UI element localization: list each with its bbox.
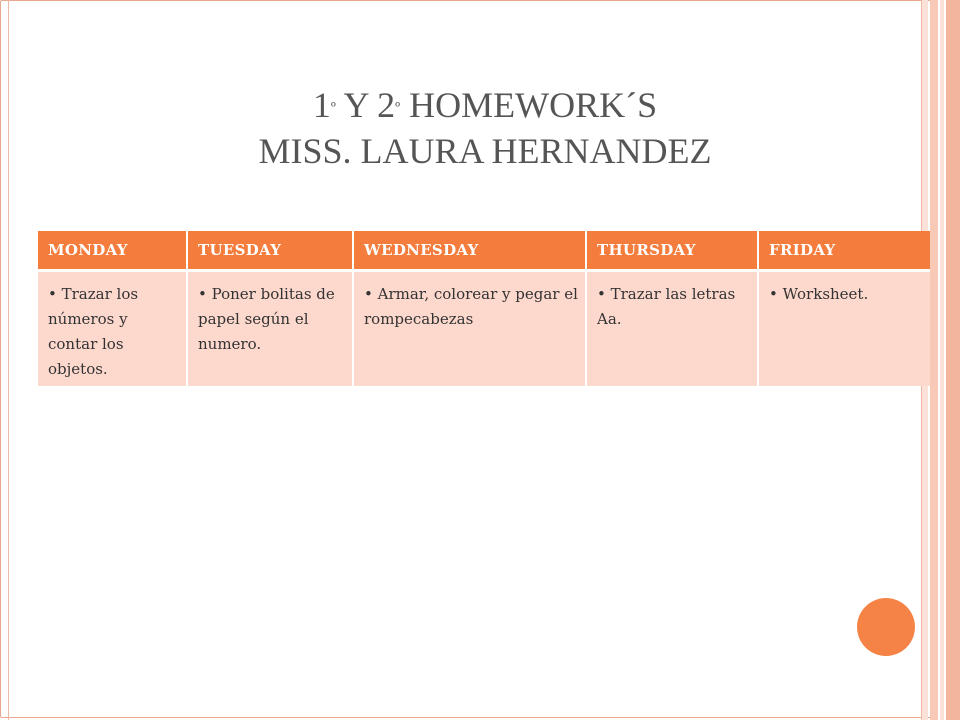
header-thursday: THURSDAY — [586, 231, 758, 271]
decor-stripe — [946, 0, 960, 720]
task-text: • Poner bolitas de papel según el numero. — [198, 282, 346, 357]
task-text: • Worksheet. — [769, 282, 924, 307]
table-header-row — [38, 231, 930, 271]
title-line-1: $1^º$ Y $2^º$ HOMEWORK´S — [312, 85, 658, 125]
cell-tuesday — [187, 271, 353, 387]
decor-stripe — [940, 0, 944, 720]
cell-wednesday — [353, 271, 586, 387]
cell-thursday — [586, 271, 758, 387]
header-friday: FRIDAY — [758, 231, 930, 271]
cell-monday — [38, 271, 187, 387]
task-text: • Trazar las letras Aa. — [597, 282, 751, 332]
task-text: • Trazar los números y contar los objetos. — [48, 282, 180, 382]
header-tuesday: TUESDAY — [187, 231, 353, 271]
cell-friday — [758, 271, 930, 387]
homework-table — [38, 231, 930, 386]
decor-stripe — [930, 0, 938, 720]
header-wednesday: WEDNESDAY — [353, 231, 586, 271]
task-text: • Armar, colorear y pegar el rompecabezas — [364, 282, 579, 332]
slide-title — [40, 82, 930, 174]
decor-circle — [857, 598, 915, 656]
title-line-2: MISS. LAURA HERNANDEZ — [258, 131, 712, 171]
table-row — [38, 271, 930, 387]
header-monday: MONDAY — [38, 231, 187, 271]
